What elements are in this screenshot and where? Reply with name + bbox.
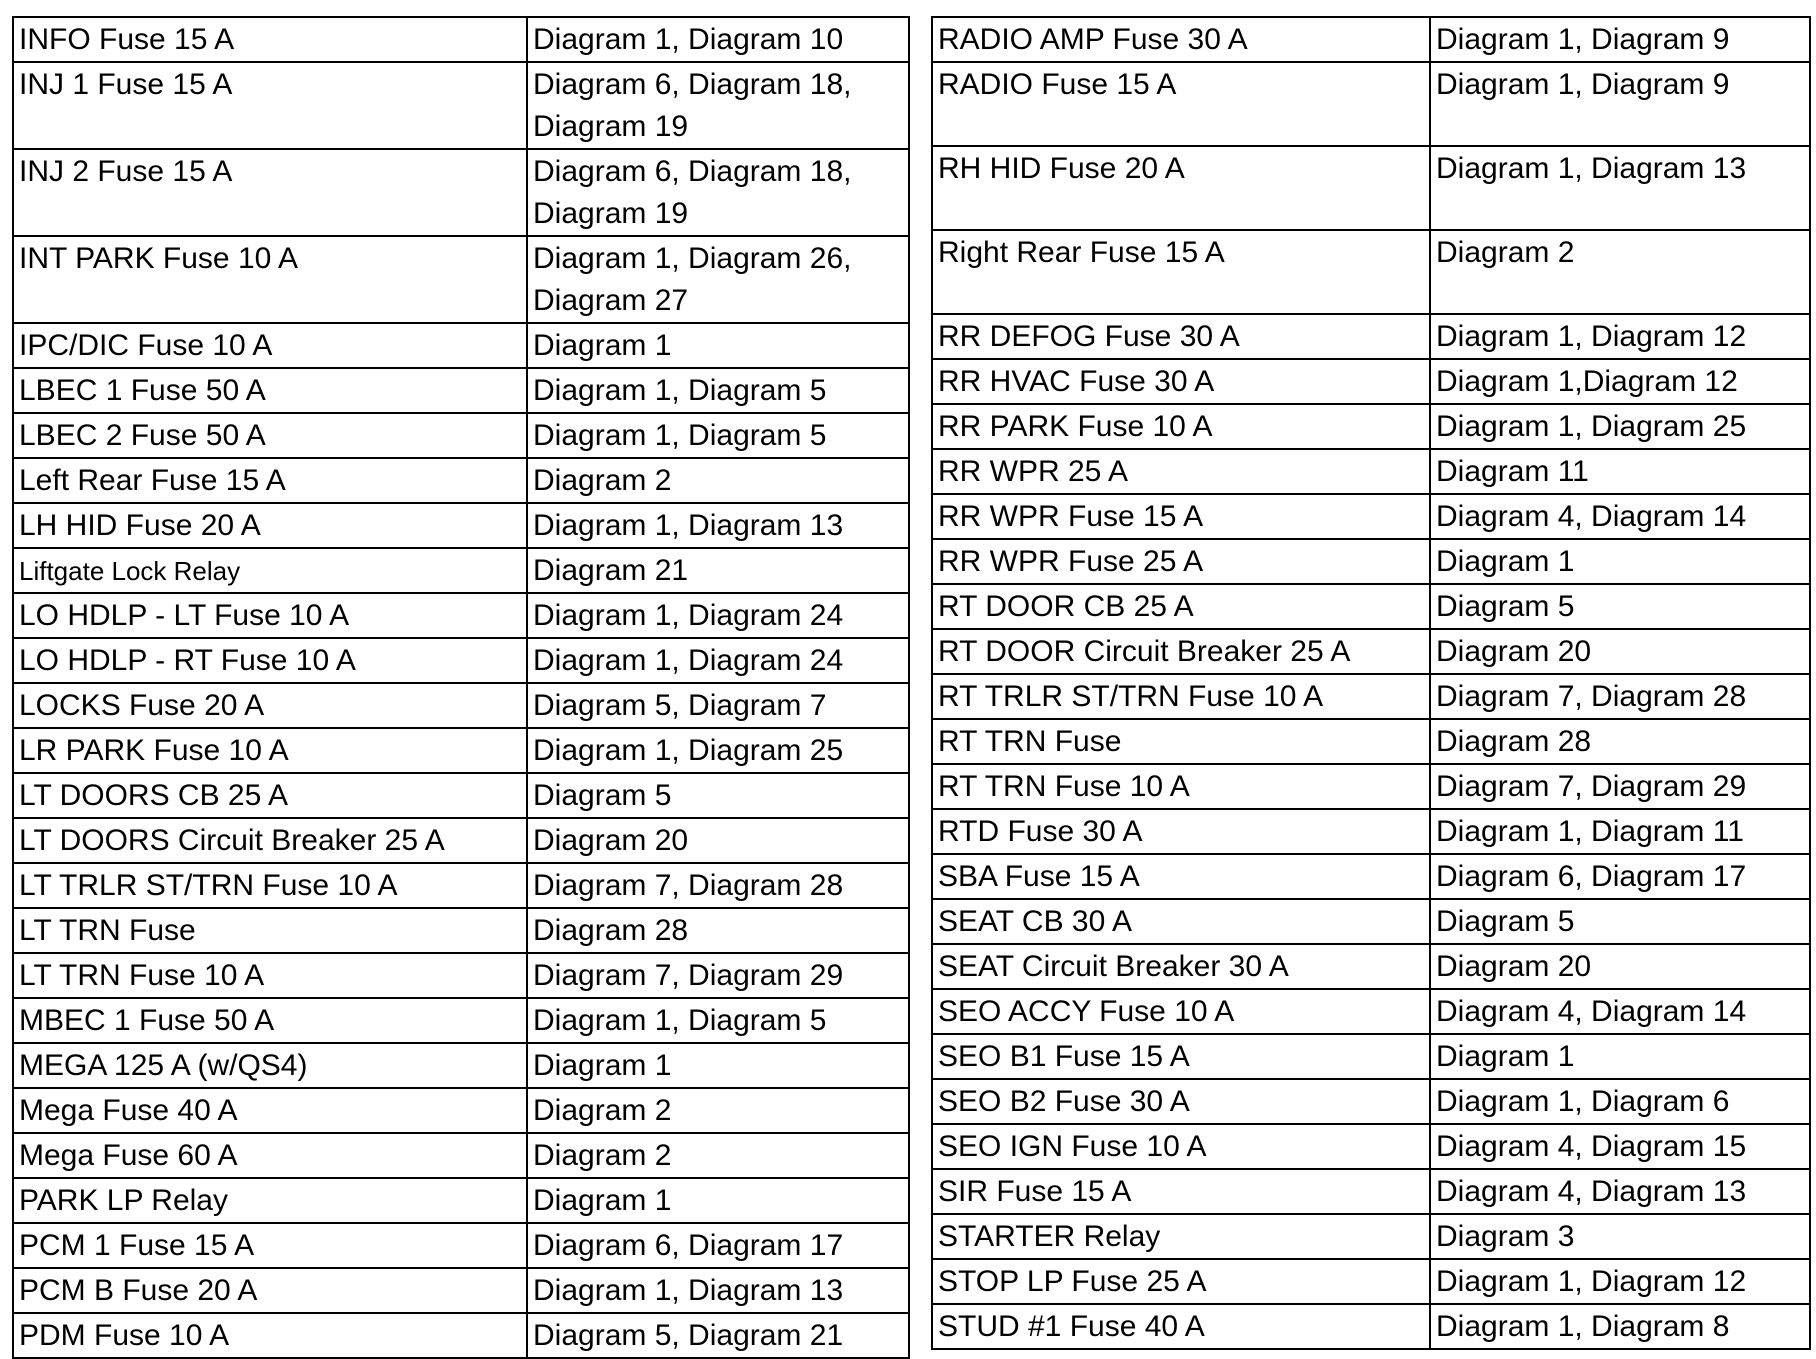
diagram-ref-cell: Diagram 1 [527,323,909,368]
component-cell: LO HDLP - LT Fuse 10 A [13,593,527,638]
diagram-ref-cell: Diagram 5 [1430,899,1810,944]
component-cell: RADIO Fuse 15 A [932,62,1430,146]
diagram-ref-cell: Diagram 21 [527,548,909,593]
component-cell: RADIO AMP Fuse 30 A [932,17,1430,62]
component-cell: INJ 1 Fuse 15 A [13,62,527,149]
table-row [932,359,1810,404]
table-row [13,323,909,368]
table-row [13,548,909,593]
component-cell: LT TRN Fuse [13,908,527,953]
diagram-ref-cell: Diagram 28 [1430,719,1810,764]
right-fuse-table [931,16,1811,1350]
component-cell: LBEC 1 Fuse 50 A [13,368,527,413]
component-cell: LBEC 2 Fuse 50 A [13,413,527,458]
component-cell: RR PARK Fuse 10 A [932,404,1430,449]
component-cell: LO HDLP - RT Fuse 10 A [13,638,527,683]
diagram-ref-cell: Diagram 1, Diagram 12 [1430,1259,1810,1304]
table-row [932,1259,1810,1304]
component-cell: Right Rear Fuse 15 A [932,230,1430,314]
table-row [13,818,909,863]
table-row [13,1088,909,1133]
diagram-ref-cell: Diagram 2 [1430,230,1810,314]
component-cell: RR HVAC Fuse 30 A [932,359,1430,404]
diagram-ref-cell: Diagram 6, Diagram 18, Diagram 19 [527,149,909,236]
diagram-ref-cell: Diagram 1, Diagram 5 [527,413,909,458]
diagram-ref-cell: Diagram 4, Diagram 14 [1430,989,1810,1034]
component-cell: RT TRN Fuse 10 A [932,764,1430,809]
diagram-ref-cell: Diagram 11 [1430,449,1810,494]
diagram-ref-cell: Diagram 2 [527,1088,909,1133]
table-row [932,1124,1810,1169]
diagram-ref-cell: Diagram 28 [527,908,909,953]
component-cell: RR WPR 25 A [932,449,1430,494]
component-cell: Mega Fuse 40 A [13,1088,527,1133]
table-row [932,944,1810,989]
component-cell: SEO B1 Fuse 15 A [932,1034,1430,1079]
diagram-ref-cell: Diagram 1 [527,1043,909,1088]
component-cell: RT DOOR Circuit Breaker 25 A [932,629,1430,674]
table-row [932,146,1810,230]
diagram-ref-cell: Diagram 1, Diagram 8 [1430,1304,1810,1349]
diagram-ref-cell: Diagram 7, Diagram 28 [527,863,909,908]
left-fuse-table [12,16,910,1359]
diagram-ref-cell: Diagram 1, Diagram 13 [1430,146,1810,230]
table-row [932,1079,1810,1124]
component-cell: PCM 1 Fuse 15 A [13,1223,527,1268]
diagram-ref-cell: Diagram 1, Diagram 24 [527,593,909,638]
table-row [932,899,1810,944]
component-cell: INFO Fuse 15 A [13,17,527,62]
component-cell: STARTER Relay [932,1214,1430,1259]
component-cell: RH HID Fuse 20 A [932,146,1430,230]
diagram-ref-cell: Diagram 7, Diagram 29 [527,953,909,998]
component-cell: SBA Fuse 15 A [932,854,1430,899]
diagram-ref-cell: Diagram 4, Diagram 13 [1430,1169,1810,1214]
diagram-ref-cell: Diagram 1 [1430,539,1810,584]
diagram-ref-cell: Diagram 1,Diagram 12 [1430,359,1810,404]
diagram-ref-cell: Diagram 1 [527,1178,909,1223]
component-cell: PDM Fuse 10 A [13,1313,527,1358]
component-cell: MBEC 1 Fuse 50 A [13,998,527,1043]
diagram-ref-cell: Diagram 5 [527,773,909,818]
diagram-ref-cell: Diagram 1, Diagram 26, Diagram 27 [527,236,909,323]
table-row [932,674,1810,719]
diagram-ref-cell: Diagram 3 [1430,1214,1810,1259]
component-cell: LT TRN Fuse 10 A [13,953,527,998]
table-row [13,998,909,1043]
table-row [13,62,909,149]
table-row [13,1313,909,1358]
diagram-ref-cell: Diagram 7, Diagram 29 [1430,764,1810,809]
component-cell: RT TRLR ST/TRN Fuse 10 A [932,674,1430,719]
table-row [932,719,1810,764]
table-row [932,1169,1810,1214]
table-row [13,413,909,458]
diagram-ref-cell: Diagram 4, Diagram 14 [1430,494,1810,539]
diagram-ref-cell: Diagram 6, Diagram 18, Diagram 19 [527,62,909,149]
diagram-ref-cell: Diagram 6, Diagram 17 [1430,854,1810,899]
component-cell: RT TRN Fuse [932,719,1430,764]
table-row [13,368,909,413]
diagram-ref-cell: Diagram 1, Diagram 11 [1430,809,1810,854]
table-row [932,314,1810,359]
diagram-ref-cell: Diagram 1, Diagram 24 [527,638,909,683]
table-row [932,539,1810,584]
diagram-ref-cell: Diagram 6, Diagram 17 [527,1223,909,1268]
diagram-ref-cell: Diagram 1, Diagram 12 [1430,314,1810,359]
component-cell: INT PARK Fuse 10 A [13,236,527,323]
component-cell: RTD Fuse 30 A [932,809,1430,854]
component-cell: SEO IGN Fuse 10 A [932,1124,1430,1169]
component-cell: LOCKS Fuse 20 A [13,683,527,728]
diagram-ref-cell: Diagram 1, Diagram 25 [527,728,909,773]
table-row [932,629,1810,674]
component-cell: IPC/DIC Fuse 10 A [13,323,527,368]
component-cell: RR WPR Fuse 25 A [932,539,1430,584]
table-row [932,584,1810,629]
component-cell: STOP LP Fuse 25 A [932,1259,1430,1304]
table-row [13,458,909,503]
table-row [13,683,909,728]
component-cell: SEAT CB 30 A [932,899,1430,944]
component-cell: RR DEFOG Fuse 30 A [932,314,1430,359]
diagram-ref-cell: Diagram 1, Diagram 9 [1430,17,1810,62]
component-cell: PARK LP Relay [13,1178,527,1223]
diagram-ref-cell: Diagram 20 [527,818,909,863]
table-row [932,989,1810,1034]
component-cell: Mega Fuse 60 A [13,1133,527,1178]
component-cell: LR PARK Fuse 10 A [13,728,527,773]
table-row [932,230,1810,314]
component-cell: STUD #1 Fuse 40 A [932,1304,1430,1349]
table-row [13,1178,909,1223]
table-row [13,593,909,638]
diagram-ref-cell: Diagram 5, Diagram 7 [527,683,909,728]
diagram-ref-cell: Diagram 5 [1430,584,1810,629]
table-row [932,404,1810,449]
diagram-ref-cell: Diagram 5, Diagram 21 [527,1313,909,1358]
component-cell: SEAT Circuit Breaker 30 A [932,944,1430,989]
table-row [13,1268,909,1313]
diagram-ref-cell: Diagram 1 [1430,1034,1810,1079]
component-cell: LT DOORS CB 25 A [13,773,527,818]
table-row [932,449,1810,494]
component-cell: LH HID Fuse 20 A [13,503,527,548]
table-row [13,953,909,998]
diagram-ref-cell: Diagram 1, Diagram 9 [1430,62,1810,146]
diagram-ref-cell: Diagram 4, Diagram 15 [1430,1124,1810,1169]
component-cell: Left Rear Fuse 15 A [13,458,527,503]
table-row [932,494,1810,539]
component-cell: RT DOOR CB 25 A [932,584,1430,629]
table-row [13,1043,909,1088]
table-row [13,236,909,323]
table-row [13,503,909,548]
table-row [13,773,909,818]
diagram-ref-cell: Diagram 1, Diagram 5 [527,998,909,1043]
diagram-ref-cell: Diagram 20 [1430,944,1810,989]
diagram-ref-cell: Diagram 7, Diagram 28 [1430,674,1810,719]
diagram-ref-cell: Diagram 2 [527,1133,909,1178]
component-cell: INJ 2 Fuse 15 A [13,149,527,236]
diagram-ref-cell: Diagram 2 [527,458,909,503]
table-row [932,809,1810,854]
table-row [13,149,909,236]
table-row [13,638,909,683]
component-cell: SEO B2 Fuse 30 A [932,1079,1430,1124]
component-cell: RR WPR Fuse 15 A [932,494,1430,539]
diagram-ref-cell: Diagram 1, Diagram 25 [1430,404,1810,449]
component-cell: PCM B Fuse 20 A [13,1268,527,1313]
table-row [932,1034,1810,1079]
diagram-ref-cell: Diagram 20 [1430,629,1810,674]
diagram-ref-cell: Diagram 1, Diagram 5 [527,368,909,413]
table-row [13,1223,909,1268]
table-row [932,1304,1810,1349]
diagram-ref-cell: Diagram 1, Diagram 10 [527,17,909,62]
table-row [13,1133,909,1178]
diagram-ref-cell: Diagram 1, Diagram 13 [527,1268,909,1313]
table-row [13,728,909,773]
table-row [13,863,909,908]
diagram-ref-cell: Diagram 1, Diagram 13 [527,503,909,548]
diagram-ref-cell: Diagram 1, Diagram 6 [1430,1079,1810,1124]
table-row [13,908,909,953]
table-row [932,764,1810,809]
table-row [13,17,909,62]
component-cell: LT DOORS Circuit Breaker 25 A [13,818,527,863]
table-row [932,17,1810,62]
component-cell: SEO ACCY Fuse 10 A [932,989,1430,1034]
component-cell: LT TRLR ST/TRN Fuse 10 A [13,863,527,908]
component-cell: SIR Fuse 15 A [932,1169,1430,1214]
table-row [932,62,1810,146]
table-row [932,854,1810,899]
component-cell: MEGA 125 A (w/QS4) [13,1043,527,1088]
table-row [932,1214,1810,1259]
component-cell: Liftgate Lock Relay [13,548,527,593]
